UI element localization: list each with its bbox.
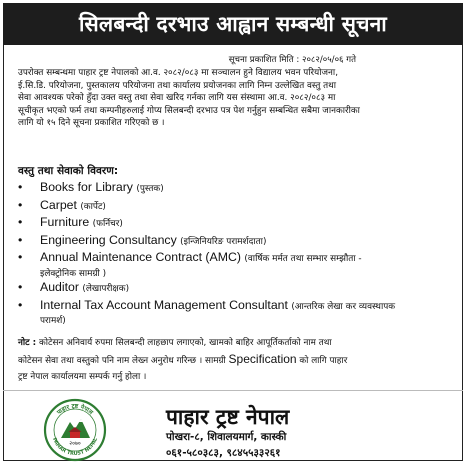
intro-line: लागि यो १५ दिने सूचना प्रकाशित गरिएको छ । (18, 118, 165, 129)
note-text: कोटेसन सेवा तथा वस्तुको पनि नाम लेख्न अनुरोध गरिन्छ । सामग्री (18, 356, 226, 366)
service-item (18, 180, 458, 198)
specification-word: Specification (228, 352, 297, 366)
intro-line: उपरोक्त सम्बन्धमा पाहार ट्रष्ट नेपालको आ.व. २०८२/०८३ मा सञ्चालन हुने विद्यालय भवन परियोजना, (18, 68, 338, 78)
bullet-icon: • (18, 279, 23, 294)
service-name: Auditor (40, 279, 79, 294)
note-text: ट्रष्ट नेपाल कार्यालयमा सम्पर्क गर्नु होला । (18, 372, 147, 382)
services-heading: वस्तु तथा सेवाको विवरण: (18, 165, 119, 177)
bullet-icon: • (18, 180, 23, 194)
note-text: कोटेसन अनिवार्य रुपमा सिलबन्दी लाहछाप लगाएको, खामको बाहिर आपूर्तिकर्ताको नाम तथा (38, 338, 332, 348)
bullet-icon: • (18, 215, 23, 230)
bullet-icon: • (18, 197, 23, 212)
intro-paragraph (18, 67, 450, 130)
service-name: Carpet (40, 197, 77, 212)
services-list (18, 180, 458, 327)
logo-bottom-text: PAHAR TRUST NEPAL (50, 437, 100, 458)
logo-top-text: पाहार ट्रष्ट नेपाल (55, 402, 95, 417)
service-name-nepali: (वार्षिक मर्मत तथा सम्भार सम्झौता - (244, 254, 362, 265)
notice-title: सिलबन्दी दरभाउ आह्वान सम्बन्धी सूचना (79, 11, 387, 36)
service-name: Internal Tax Account Management Consultant (40, 297, 288, 312)
notice-date: सूचना प्रकाशित मिति : २०८२/०५/०६ गते (228, 55, 356, 65)
bullet-icon: • (18, 250, 23, 265)
bullet-icon: • (18, 297, 23, 312)
service-name-nepali: (इन्जिनियरिङ परामर्शदाता) (180, 236, 267, 247)
service-name-continued: इलेक्ट्रोनिक सामग्री ) (40, 268, 107, 279)
note-text: को लागि पाहार (299, 356, 348, 366)
service-item (18, 280, 458, 298)
notice-header (3, 3, 463, 45)
service-item (18, 233, 458, 251)
intro-line: ई.सि.डि. परियोजना, पुस्तकालय परियोजना तथा कार्यालय प्रयोजनका लागि निम्न उल्लेखित वस्तु तथा (18, 80, 337, 91)
logo-year: २०७० (69, 441, 81, 447)
service-name: Engineering Consultancy (40, 232, 177, 247)
service-name-nepali: (पुस्तक) (136, 184, 164, 194)
service-name-nepali: (आन्तरिक लेखा कर व्यवस्थापक (291, 301, 396, 312)
service-name-nepali: (कार्पेट) (80, 201, 106, 212)
org-address: पोखरा-८, शिवालयमार्ग, कास्की (166, 431, 287, 443)
org-phone: ०६१-५८०३८३, ९८४५५३३२६१ (166, 447, 281, 459)
service-name-nepali: (फर्निचर) (92, 219, 123, 230)
intro-line: सेवा आवश्यक परेको हुँदा उक्त वस्तु तथा सेवा खरिद गर्नका लागि यस संस्थामा आ.व. २०८२/०८३ मा (18, 93, 336, 104)
intro-line: सूचीकृत भएको फर्म तथा कम्पनीहरुलाई गोप्य सिलबन्दी दरभाउ पत्र पेश गर्नुहुन सम्बन्धित सबैमा जानकारीका (18, 105, 360, 116)
pahar-trust-logo (43, 398, 107, 462)
service-name: Books for Library (40, 180, 133, 194)
service-name-nepali: (लेखापरीक्षक) (82, 283, 130, 294)
note-label: नोट : (18, 338, 37, 348)
footer-divider (3, 390, 463, 391)
service-name-continued: परामर्श) (40, 316, 66, 327)
service-item (18, 215, 458, 233)
org-name: पाहार ट्रष्ट नेपाल (166, 404, 290, 429)
service-item (18, 250, 458, 280)
service-item (18, 298, 458, 328)
service-item (18, 198, 458, 216)
note-paragraph (18, 335, 450, 385)
service-name: Furniture (40, 215, 90, 230)
bullet-icon: • (18, 232, 23, 247)
service-name: Annual Maintenance Contract (AMC) (40, 250, 241, 265)
